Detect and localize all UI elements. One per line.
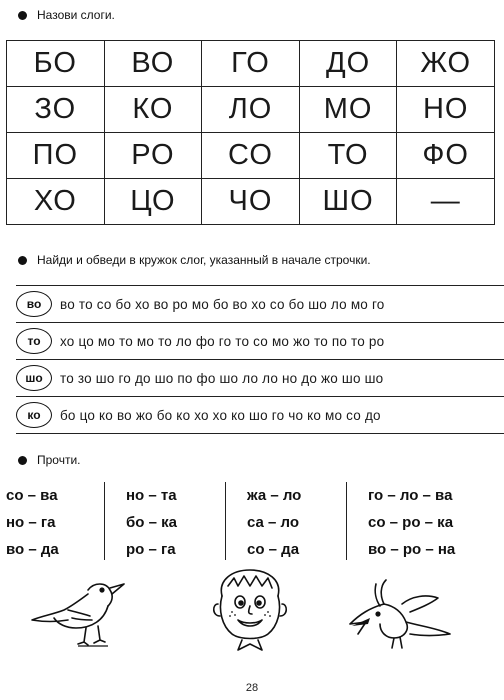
table-cell: ДО: [299, 41, 397, 87]
column-divider: [225, 482, 226, 560]
table-cell: ЛО: [202, 87, 300, 133]
column-divider: [104, 482, 105, 560]
reading-column: [247, 482, 301, 563]
page-number: 28: [245, 682, 259, 694]
table-cell: ВО: [104, 41, 202, 87]
reading-word: со – ва: [6, 487, 58, 504]
table-cell: ЗО: [7, 87, 105, 133]
table-cell: МО: [299, 87, 397, 133]
table-cell: ФО: [397, 133, 495, 179]
task-1-title: Назови слоги.: [37, 8, 115, 22]
syllable-sequence: бо цо ко во жо бо ко хо хо ко шо го чо ко мо со до: [60, 407, 381, 423]
reading-word: во – да: [6, 541, 59, 558]
target-syllable-circle: ко: [16, 402, 52, 428]
reading-word: са – ло: [247, 514, 300, 531]
reading-column: [6, 482, 59, 563]
reading-column: [368, 482, 455, 563]
task-3-heading: [18, 453, 81, 467]
crow-icon: [340, 574, 460, 652]
reading-word: во – ро – на: [368, 541, 456, 558]
table-cell: СО: [202, 133, 300, 179]
target-syllable-circle: шо: [16, 365, 52, 391]
syllable-table: [6, 40, 495, 225]
task-2-title: Найди и обведи в кружок слог, указанный в начале строчки.: [37, 253, 371, 267]
syllable-sequence: хо цо мо то мо то ло фо го то со мо жо то по то ро: [60, 333, 385, 349]
bird-icon: [28, 572, 148, 652]
table-cell: ПО: [7, 133, 105, 179]
table-cell: БО: [7, 41, 105, 87]
table-cell: ЦО: [104, 179, 202, 225]
reading-word: со – да: [247, 541, 300, 558]
find-line: [16, 397, 504, 434]
task-3-title: Прочти.: [37, 453, 81, 467]
reading-word: бо – ка: [126, 514, 177, 531]
reading-word: ро – га: [126, 541, 176, 558]
table-row: [7, 41, 495, 87]
reading-word: со – ро – ка: [368, 514, 454, 531]
task-1-heading: [18, 8, 115, 22]
table-cell: НО: [397, 87, 495, 133]
boy-face-icon: [208, 566, 292, 654]
table-cell: КО: [104, 87, 202, 133]
reading-word: жа – ло: [247, 487, 302, 504]
table-cell: —: [397, 179, 495, 225]
table-row: [7, 179, 495, 225]
target-syllable-circle: то: [16, 328, 52, 354]
column-divider: [346, 482, 347, 560]
syllable-sequence: во то со бо хо во ро мо бо во хо со бо шо ло мо го: [60, 296, 385, 312]
target-syllable-circle: во: [16, 291, 52, 317]
find-line: [16, 285, 504, 323]
reading-column: [126, 482, 177, 563]
reading-word: но – га: [6, 514, 56, 531]
table-cell: ШО: [299, 179, 397, 225]
find-line: [16, 360, 504, 397]
table-cell: ЧО: [202, 179, 300, 225]
reading-word: но – та: [126, 487, 177, 504]
syllable-sequence: то зо шо го до шо по фо шо ло ло но до жо шо шо: [60, 370, 384, 386]
bullet-icon: [18, 11, 27, 20]
table-row: [7, 87, 495, 133]
table-cell: ХО: [7, 179, 105, 225]
table-cell: ЖО: [397, 41, 495, 87]
find-syllable-lines: [16, 285, 504, 434]
table-cell: ТО: [299, 133, 397, 179]
bullet-icon: [18, 256, 27, 265]
task-2-heading: [18, 253, 371, 267]
find-line: [16, 323, 504, 360]
table-cell: ГО: [202, 41, 300, 87]
table-cell: РО: [104, 133, 202, 179]
reading-word: го – ло – ва: [368, 487, 453, 504]
table-row: [7, 133, 495, 179]
bullet-icon: [18, 456, 27, 465]
